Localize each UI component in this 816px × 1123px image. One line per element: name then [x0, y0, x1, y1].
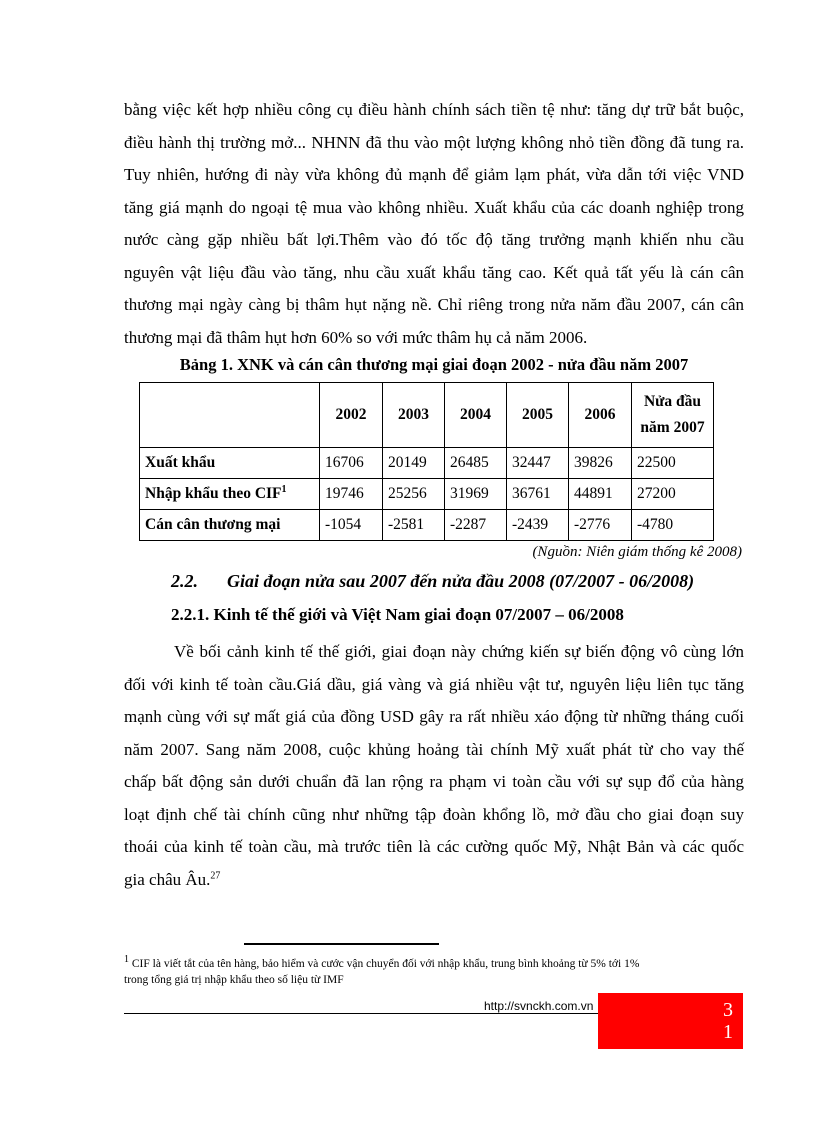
text-line: đối với kinh tế toàn cầu.Giá dầu, giá vàng và giá nhiều vật tư, nguyên liệu liên tục tăng	[124, 674, 744, 694]
text-line: thương mại đã thâm hụt hơn 60% so với mức thâm hụ cả năm 2006.	[124, 327, 588, 347]
footnote-marker: 1	[124, 954, 129, 966]
page-number-box	[598, 993, 743, 1049]
text-line: thương mại ngày càng bị thâm hụt nặng nề. Chỉ riêng trong nửa năm đầu 2007, cán cân	[124, 295, 744, 314]
table-cell: 19746	[320, 479, 383, 510]
column-header	[632, 383, 714, 448]
footer-divider	[124, 1013, 598, 1014]
column-header: 2003	[383, 383, 445, 448]
table-cell: 26485	[445, 448, 507, 479]
table-source-note: (Nguồn: Niên giám thống kê 2008)	[532, 544, 742, 560]
table-cell: -2581	[383, 510, 445, 541]
table-cell: -4780	[632, 510, 714, 541]
table-cell: 32447	[507, 448, 569, 479]
table-row	[140, 510, 714, 541]
text-line: điều hành thị trường mở... NHNN đã thu vào một lượng không nhỏ tiền đồng đã tung ra.	[124, 132, 744, 152]
text-line: loạt định chế tài chính cũng như những tập đoàn khổng lồ, mở đầu cho giai đoạn suy	[124, 804, 744, 824]
text-line: nước càng gặp nhiều bất lợi.Thêm vào đó tốc độ tăng trưởng mạnh khiến nhu cầu	[124, 230, 744, 249]
footnote	[124, 956, 744, 988]
table-cell: 44891	[569, 479, 632, 510]
page-number-digit: 1	[723, 1021, 733, 1043]
table-cell: 22500	[632, 448, 714, 479]
table-cell: 20149	[383, 448, 445, 479]
section-heading	[171, 571, 694, 592]
text-line: chấp bất động sản dưới chuẩn đã lan rộng ra phạm vi toàn cầu với sự sụp đổ của hàng	[124, 772, 744, 791]
intro-paragraph	[124, 94, 744, 354]
footnote-text: CIF là viết tắt của tên hàng, bảo hiểm và cước vận chuyển đối với nhập khẩu, trung bình khoảng từ 5% tới 1%	[129, 958, 640, 970]
text-line: thoái của kinh tế toàn cầu, mà trước tiên là các cường quốc Mỹ, Nhật Bản và các quốc	[124, 837, 744, 856]
table-cell: 39826	[569, 448, 632, 479]
text-line-content: gia châu Âu.	[124, 869, 211, 889]
subsection-heading: 2.2.1. Kinh tế thế giới và Việt Nam giai đoạn 07/2007 – 06/2008	[171, 605, 624, 624]
column-header: 2004	[445, 383, 507, 448]
text-line: Tuy nhiên, hướng đi này vừa không đủ mạnh để giảm lạm phát, vừa dẫn tới việc VND	[124, 165, 744, 184]
text-line: tăng giá mạnh do ngoại tệ mua vào không nhiều. Xuất khẩu của các doanh nghiệp trong	[124, 197, 744, 217]
text-line: Về bối cảnh kinh tế thế giới, giai đoạn này chứng kiến sự biến động vô cùng lớn	[174, 642, 744, 661]
column-header: 2005	[507, 383, 569, 448]
table-cell: -1054	[320, 510, 383, 541]
row-label-text: Nhập khẩu theo CIF	[145, 485, 282, 502]
footnote-ref[interactable]: 1	[281, 483, 287, 495]
table-cell: -2439	[507, 510, 569, 541]
row-label	[140, 479, 320, 510]
column-header: 2002	[320, 383, 383, 448]
table-cell: -2287	[445, 510, 507, 541]
table-cell: 16706	[320, 448, 383, 479]
section-number: 2.2.	[171, 571, 198, 591]
text-line: nguyên vật liệu đầu vào tăng, nhu cầu xuất khẩu tăng cao. Kết quả tất yếu là cán cân	[124, 262, 744, 282]
table-cell: 25256	[383, 479, 445, 510]
table-cell: 36761	[507, 479, 569, 510]
footer-link[interactable]: http://svnckh.com.vn	[484, 999, 594, 1013]
footnote-divider	[244, 943, 439, 945]
table-header-row	[140, 383, 714, 448]
table-row	[140, 479, 714, 510]
footnote-text: trong tổng giá trị nhập khẩu theo số liệu từ IMF	[124, 974, 344, 986]
text-line: mạnh cùng với sự mất giá của đồng USD gây ra rất nhiều xáo động từ những tháng cuối	[124, 707, 744, 726]
table-row	[140, 448, 714, 479]
trade-table	[139, 382, 714, 541]
row-label: Xuất khẩu	[140, 448, 320, 479]
section-title: Giai đoạn nửa sau 2007 đến nửa đầu 2008 (07/2007 - 06/2008)	[227, 571, 695, 591]
table-cell: 27200	[632, 479, 714, 510]
row-label: Cán cân thương mại	[140, 510, 320, 541]
endnote-ref[interactable]: 27	[210, 869, 221, 881]
text-line: bằng việc kết hợp nhiều công cụ điều hành chính sách tiền tệ như: tăng dự trữ bắt buộc,	[124, 100, 744, 119]
table-caption: Bảng 1. XNK và cán cân thương mại giai đoạn 2002 - nửa đầu năm 2007	[179, 355, 689, 374]
body-paragraph	[124, 636, 744, 896]
text-line	[124, 864, 744, 897]
table-cell: 31969	[445, 479, 507, 510]
table-corner-cell	[140, 383, 320, 448]
page-number-digit: 3	[723, 999, 733, 1021]
column-header-line: Nửa đầu	[643, 393, 702, 410]
text-line: năm 2007. Sang năm 2008, cuộc khủng hoảng tài chính Mỹ xuất phát từ cho vay thế	[124, 739, 744, 759]
column-header: 2006	[569, 383, 632, 448]
table-cell: -2776	[569, 510, 632, 541]
column-header-line: năm 2007	[640, 419, 705, 436]
